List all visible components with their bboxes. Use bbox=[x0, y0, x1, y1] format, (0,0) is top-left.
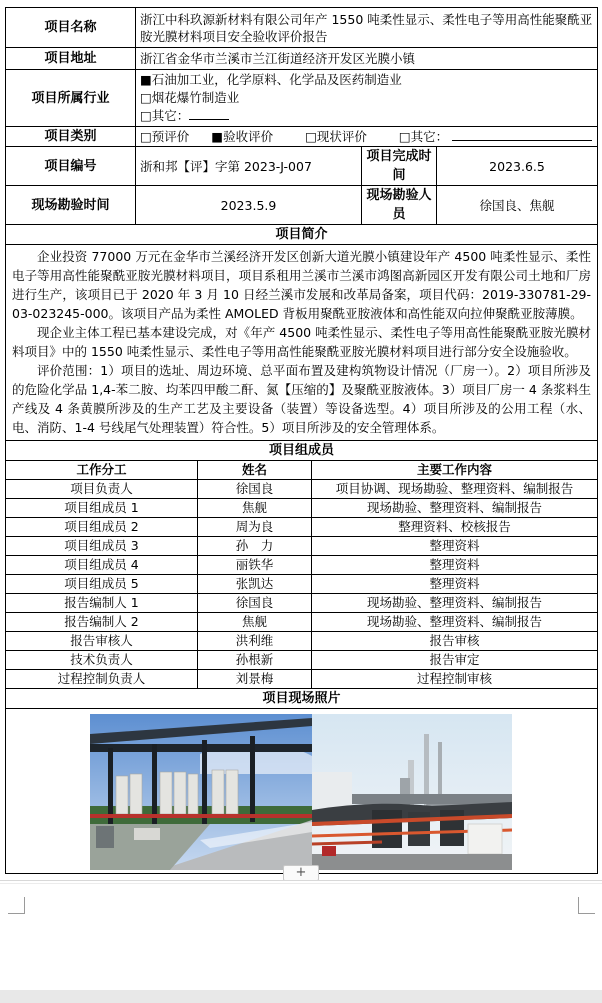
row-address bbox=[6, 48, 598, 70]
bottom-scroll-strip bbox=[0, 990, 602, 1003]
member-role: 技术负责人 bbox=[6, 651, 198, 670]
add-row-button[interactable]: + bbox=[283, 865, 319, 881]
site-photo-process-equipment bbox=[312, 714, 512, 870]
member-work: 现场勘验、整理资料、编制报告 bbox=[312, 613, 598, 632]
intro-title: 项目简介 bbox=[6, 225, 598, 245]
member-name: 徐国良 bbox=[198, 480, 312, 499]
code-label: 项目编号 bbox=[6, 147, 136, 186]
member-name: 孙 力 bbox=[198, 537, 312, 556]
project-info-table bbox=[5, 7, 598, 874]
survey-staff-label: 现场勘验人员 bbox=[362, 186, 437, 225]
industry-option-fireworks[interactable]: □烟花爆竹制造业 bbox=[140, 90, 240, 105]
row-photos-title bbox=[6, 689, 598, 709]
member-name: 张凯达 bbox=[198, 575, 312, 594]
address-value: 浙江省金华市兰溪市兰江街道经济开发区光膜小镇 bbox=[136, 48, 598, 70]
member-work: 现场勘验、整理资料、编制报告 bbox=[312, 594, 598, 613]
table-row bbox=[6, 632, 598, 651]
industry-option-petrochem[interactable]: ■石油加工业，化学原料、化学品及医药制造业 bbox=[140, 72, 402, 87]
page-corner-mark-right bbox=[578, 897, 595, 914]
survey-staff-value: 徐国良、焦舰 bbox=[437, 186, 598, 225]
member-name: 丽铁华 bbox=[198, 556, 312, 575]
member-name: 徐国良 bbox=[198, 594, 312, 613]
table-row bbox=[6, 594, 598, 613]
row-code bbox=[6, 147, 598, 186]
survey-time-value: 2023.5.9 bbox=[136, 186, 362, 225]
member-name: 周为良 bbox=[198, 518, 312, 537]
category-option-other[interactable]: □其它： bbox=[398, 129, 449, 144]
row-industry bbox=[6, 70, 598, 127]
member-role: 项目负责人 bbox=[6, 480, 198, 499]
category-option-pre[interactable]: □预评价 bbox=[140, 129, 190, 144]
industry-options bbox=[136, 70, 598, 127]
category-label: 项目类别 bbox=[6, 127, 136, 147]
member-role: 报告编制人 2 bbox=[6, 613, 198, 632]
member-role: 项目组成员 5 bbox=[6, 575, 198, 594]
photos-cell bbox=[6, 709, 598, 874]
industry-option-other[interactable]: □其它： bbox=[140, 107, 593, 125]
members-header-name: 姓名 bbox=[198, 461, 312, 480]
member-work: 现场勘验、整理资料、编制报告 bbox=[312, 499, 598, 518]
industry-label: 项目所属行业 bbox=[6, 70, 136, 127]
member-role: 报告审核人 bbox=[6, 632, 198, 651]
member-name: 焦舰 bbox=[198, 499, 312, 518]
industry-other-underline bbox=[189, 107, 229, 120]
member-work: 报告审定 bbox=[312, 651, 598, 670]
member-role: 报告编制人 1 bbox=[6, 594, 198, 613]
row-intro-title bbox=[6, 225, 598, 245]
member-name: 洪利维 bbox=[198, 632, 312, 651]
category-options bbox=[136, 127, 598, 147]
members-title: 项目组成员 bbox=[6, 441, 598, 461]
member-work: 整理资料 bbox=[312, 575, 598, 594]
member-role: 项目组成员 1 bbox=[6, 499, 198, 518]
table-row bbox=[6, 651, 598, 670]
warehouse-photo-image bbox=[90, 714, 312, 870]
member-name: 刘景梅 bbox=[198, 670, 312, 689]
member-role: 项目组成员 3 bbox=[6, 537, 198, 556]
intro-paragraph: 企业投资 77000 万元在金华市兰溪经济开发区创新大道光膜小镇建设年产 4500 吨柔性显示、柔性电子等用高性能聚酰亚胺光膜材料项目，项目系租用兰溪市兰溪市鸿图高新园区开发有限公司土地和厂房进行生产，该项目已于 2020 年 3 月 10 日经兰溪市发展和改革局备案，项目代码：2019-330781-29-03-023245-000。该项目产品为柔性 AMOLED 背板用聚酰亚胺液体和高性能双向拉伸聚酰亚胺薄膜。 bbox=[12, 249, 592, 321]
category-other-underline bbox=[452, 128, 592, 141]
table-row bbox=[6, 480, 598, 499]
completion-label: 项目完成时间 bbox=[362, 147, 437, 186]
project-name-label: 项目名称 bbox=[6, 8, 136, 48]
member-work: 整理资料、校核报告 bbox=[312, 518, 598, 537]
member-name: 焦舰 bbox=[198, 613, 312, 632]
row-intro bbox=[6, 245, 598, 441]
table-row bbox=[6, 499, 598, 518]
member-work: 过程控制审核 bbox=[312, 670, 598, 689]
page-corner-mark-left bbox=[8, 897, 25, 914]
table-row bbox=[6, 575, 598, 594]
survey-time-label: 现场勘验时间 bbox=[6, 186, 136, 225]
site-photo-warehouse bbox=[90, 714, 312, 870]
table-row bbox=[6, 556, 598, 575]
row-members-title bbox=[6, 441, 598, 461]
equipment-photo-image bbox=[312, 714, 512, 870]
intro-paragraph: 现企业主体工程已基本建设完成，对《年产 4500 吨柔性显示、柔性电子等用高性能聚酰亚胺光膜材料项目》中的 1550 吨柔性显示、柔性电子等用高性能聚酰亚胺光膜材料项目进行部分安全设施验收。 bbox=[12, 325, 592, 359]
table-row bbox=[6, 670, 598, 689]
intro-paragraph: 评价范围：1）项目的选址、周边环境、总平面布置及建构筑物设计情况（厂房一）。2）项目所涉及的危险化学品 1,4-苯二胺、均苯四甲酸二酐、氮【压缩的】及聚酰亚胺液体。3）项目厂房一 4 条浆料生产线及 4 条黄膜所涉及的生产工艺及主要设备（装置）等设备选型。4）项目所涉及的公用工程（水、电、消防、1-4 号线尾气处理装置）符合性。5）项目所涉及的安全管理体系。 bbox=[12, 363, 592, 435]
table-row bbox=[6, 537, 598, 556]
members-header-row bbox=[6, 461, 598, 480]
project-name-value: 浙江中科玖源新材料有限公司年产 1550 吨柔性显示、柔性电子等用高性能聚酰亚胺光膜材料项目安全验收评价报告 bbox=[136, 8, 598, 48]
member-role: 项目组成员 2 bbox=[6, 518, 198, 537]
member-work: 项目协调、现场勘验、整理资料、编制报告 bbox=[312, 480, 598, 499]
photos-title: 项目现场照片 bbox=[6, 689, 598, 709]
code-value: 浙和邦【评】字第 2023-J-007 bbox=[136, 147, 362, 186]
completion-value: 2023.6.5 bbox=[437, 147, 598, 186]
row-category bbox=[6, 127, 598, 147]
table-row bbox=[6, 518, 598, 537]
category-option-acceptance[interactable]: ■验收评价 bbox=[211, 129, 274, 144]
members-header-role: 工作分工 bbox=[6, 461, 198, 480]
member-role: 过程控制负责人 bbox=[6, 670, 198, 689]
row-photos bbox=[6, 709, 598, 874]
member-role: 项目组成员 4 bbox=[6, 556, 198, 575]
intro-body bbox=[6, 245, 598, 441]
member-name: 孙根新 bbox=[198, 651, 312, 670]
row-survey bbox=[6, 186, 598, 225]
row-project-name bbox=[6, 8, 598, 48]
members-header-work: 主要工作内容 bbox=[312, 461, 598, 480]
member-work: 整理资料 bbox=[312, 556, 598, 575]
table-row bbox=[6, 613, 598, 632]
page-break-line bbox=[0, 880, 602, 881]
member-work: 报告审核 bbox=[312, 632, 598, 651]
address-label: 项目地址 bbox=[6, 48, 136, 70]
member-work: 整理资料 bbox=[312, 537, 598, 556]
category-option-current[interactable]: □现状评价 bbox=[305, 129, 367, 144]
page-break-line-shadow bbox=[0, 883, 602, 884]
